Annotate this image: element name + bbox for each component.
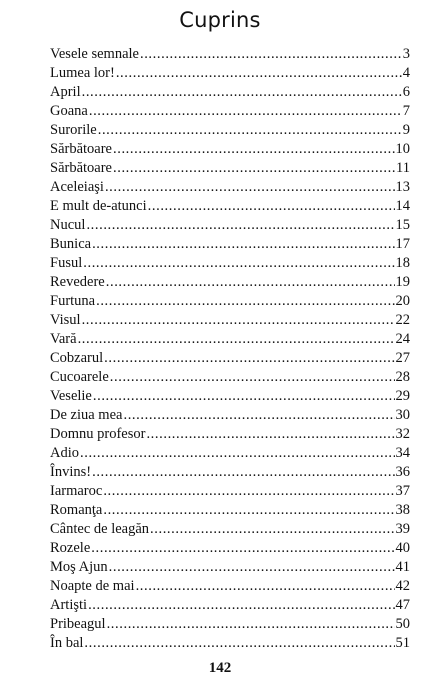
toc-entry-page: 32 xyxy=(395,426,410,442)
toc-entry-title: E mult de-atunci xyxy=(50,198,147,214)
toc-entry-page: 30 xyxy=(395,407,410,423)
toc-entry-page: 27 xyxy=(395,350,410,366)
toc-entry xyxy=(50,216,410,235)
toc-entry-page: 47 xyxy=(395,597,410,613)
toc-entry-page: 38 xyxy=(395,502,410,518)
toc-entry-page: 41 xyxy=(395,559,410,575)
toc-entry-title: Goana xyxy=(50,103,88,119)
toc-entry-title: Noapte de mai xyxy=(50,578,135,594)
dot-leader xyxy=(93,387,395,406)
toc-entry-page: 36 xyxy=(395,464,410,480)
toc-entry-page: 17 xyxy=(395,236,410,252)
page-title: Cuprins xyxy=(179,8,261,32)
toc-entry-title: Visul xyxy=(50,312,81,328)
dot-leader xyxy=(150,520,394,539)
toc-entry-page: 37 xyxy=(395,483,410,499)
dot-leader xyxy=(96,292,394,311)
toc-entry-page: 9 xyxy=(402,122,410,138)
toc-entry-title: Vară xyxy=(50,331,77,347)
toc-entry-page: 24 xyxy=(395,331,410,347)
toc-entry xyxy=(50,121,410,140)
dot-leader xyxy=(92,463,394,482)
toc-entry-page: 13 xyxy=(395,179,410,195)
toc-entry-page: 19 xyxy=(395,274,410,290)
toc-entry-title: Iarmaroc xyxy=(50,483,103,499)
toc-entry xyxy=(50,368,410,387)
toc-entry xyxy=(50,444,410,463)
toc-entry-page: 15 xyxy=(395,217,410,233)
toc-entry-title: Artişti xyxy=(50,597,88,613)
toc-entry xyxy=(50,311,410,330)
toc-entry-title: Sărbătoare xyxy=(50,160,112,176)
dot-leader xyxy=(109,558,395,577)
toc-entry-title: Sărbătoare xyxy=(50,141,112,157)
toc-entry-title: Fusul xyxy=(50,255,83,271)
dot-leader xyxy=(88,596,394,615)
toc-entry-page: 6 xyxy=(402,84,410,100)
toc-entry-title: Romanţa xyxy=(50,502,103,518)
dot-leader xyxy=(89,102,402,121)
toc-entry-page: 29 xyxy=(395,388,410,404)
toc-entry xyxy=(50,102,410,121)
dot-leader xyxy=(84,634,394,653)
dot-leader xyxy=(105,178,395,197)
toc-entry xyxy=(50,254,410,273)
toc-entry-title: Lumea lor! xyxy=(50,65,115,81)
toc-entry-page: 11 xyxy=(396,160,410,176)
dot-leader xyxy=(103,501,394,520)
toc-entry-title: Veselie xyxy=(50,388,92,404)
toc-entry xyxy=(50,349,410,368)
page-number: 142 xyxy=(208,660,232,676)
dot-leader xyxy=(82,83,402,102)
dot-leader xyxy=(82,311,395,330)
toc-entry-title: Surorile xyxy=(50,122,97,138)
dot-leader xyxy=(106,273,395,292)
toc-entry-page: 39 xyxy=(395,521,410,537)
dot-leader xyxy=(123,406,394,425)
dot-leader xyxy=(104,349,394,368)
toc-entry xyxy=(50,45,410,64)
toc-entry xyxy=(50,178,410,197)
dot-leader xyxy=(107,615,395,634)
toc-entry-title: Nucul xyxy=(50,217,86,233)
toc-entry xyxy=(50,596,410,615)
toc-entry-page: 51 xyxy=(395,635,410,651)
dot-leader xyxy=(78,330,395,349)
toc-entry-title: Rozele xyxy=(50,540,91,556)
toc-entry xyxy=(50,159,410,178)
dot-leader xyxy=(113,140,395,159)
toc-entry xyxy=(50,577,410,596)
table-of-contents xyxy=(50,45,410,653)
toc-entry-title: Aceleiaşi xyxy=(50,179,104,195)
toc-entry xyxy=(50,615,410,634)
toc-entry-title: Cobzarul xyxy=(50,350,104,366)
dot-leader xyxy=(103,482,394,501)
toc-entry-page: 14 xyxy=(395,198,410,214)
toc-entry xyxy=(50,64,410,83)
toc-entry-title: Bunica xyxy=(50,236,92,252)
toc-entry-page: 50 xyxy=(395,616,410,632)
toc-entry-page: 22 xyxy=(395,312,410,328)
toc-entry xyxy=(50,197,410,216)
toc-entry-page: 10 xyxy=(395,141,410,157)
toc-entry-page: 7 xyxy=(402,103,410,119)
toc-entry xyxy=(50,330,410,349)
dot-leader xyxy=(86,216,394,235)
toc-entry-title: Adio xyxy=(50,445,79,461)
toc-entry xyxy=(50,140,410,159)
toc-entry-title: Învins! xyxy=(50,464,92,480)
dot-leader xyxy=(98,121,402,140)
toc-entry-page: 42 xyxy=(395,578,410,594)
dot-leader xyxy=(110,368,395,387)
dot-leader xyxy=(92,235,394,254)
toc-entry xyxy=(50,558,410,577)
toc-entry-title: Cucoarele xyxy=(50,369,109,385)
toc-entry xyxy=(50,482,410,501)
toc-entry-title: Moş Ajun xyxy=(50,559,108,575)
toc-entry xyxy=(50,634,410,653)
toc-entry-page: 18 xyxy=(395,255,410,271)
dot-leader xyxy=(148,197,395,216)
toc-entry xyxy=(50,425,410,444)
dot-leader xyxy=(80,444,395,463)
toc-entry-title: În bal xyxy=(50,635,84,651)
toc-entry xyxy=(50,406,410,425)
toc-entry-page: 3 xyxy=(402,46,410,62)
toc-entry-title: Revedere xyxy=(50,274,105,290)
dot-leader xyxy=(140,45,402,64)
toc-entry xyxy=(50,83,410,102)
toc-entry xyxy=(50,235,410,254)
toc-entry-title: April xyxy=(50,84,81,100)
toc-entry xyxy=(50,501,410,520)
toc-entry-title: Vesele semnale xyxy=(50,46,139,62)
dot-leader xyxy=(83,254,394,273)
toc-entry-page: 20 xyxy=(395,293,410,309)
toc-entry xyxy=(50,539,410,558)
toc-entry-page: 40 xyxy=(395,540,410,556)
toc-entry-page: 34 xyxy=(395,445,410,461)
toc-entry-page: 4 xyxy=(402,65,410,81)
dot-leader xyxy=(116,64,402,83)
toc-entry-title: Pribeagul xyxy=(50,616,106,632)
dot-leader xyxy=(146,425,394,444)
dot-leader xyxy=(113,159,395,178)
toc-entry xyxy=(50,273,410,292)
toc-entry xyxy=(50,292,410,311)
toc-entry-page: 28 xyxy=(395,369,410,385)
dot-leader xyxy=(136,577,395,596)
toc-entry xyxy=(50,520,410,539)
toc-entry-title: Cântec de leagăn xyxy=(50,521,150,537)
toc-entry xyxy=(50,387,410,406)
toc-entry-title: De ziua mea xyxy=(50,407,123,423)
toc-entry xyxy=(50,463,410,482)
dot-leader xyxy=(91,539,394,558)
toc-entry-title: Furtuna xyxy=(50,293,96,309)
toc-entry-title: Domnu profesor xyxy=(50,426,146,442)
